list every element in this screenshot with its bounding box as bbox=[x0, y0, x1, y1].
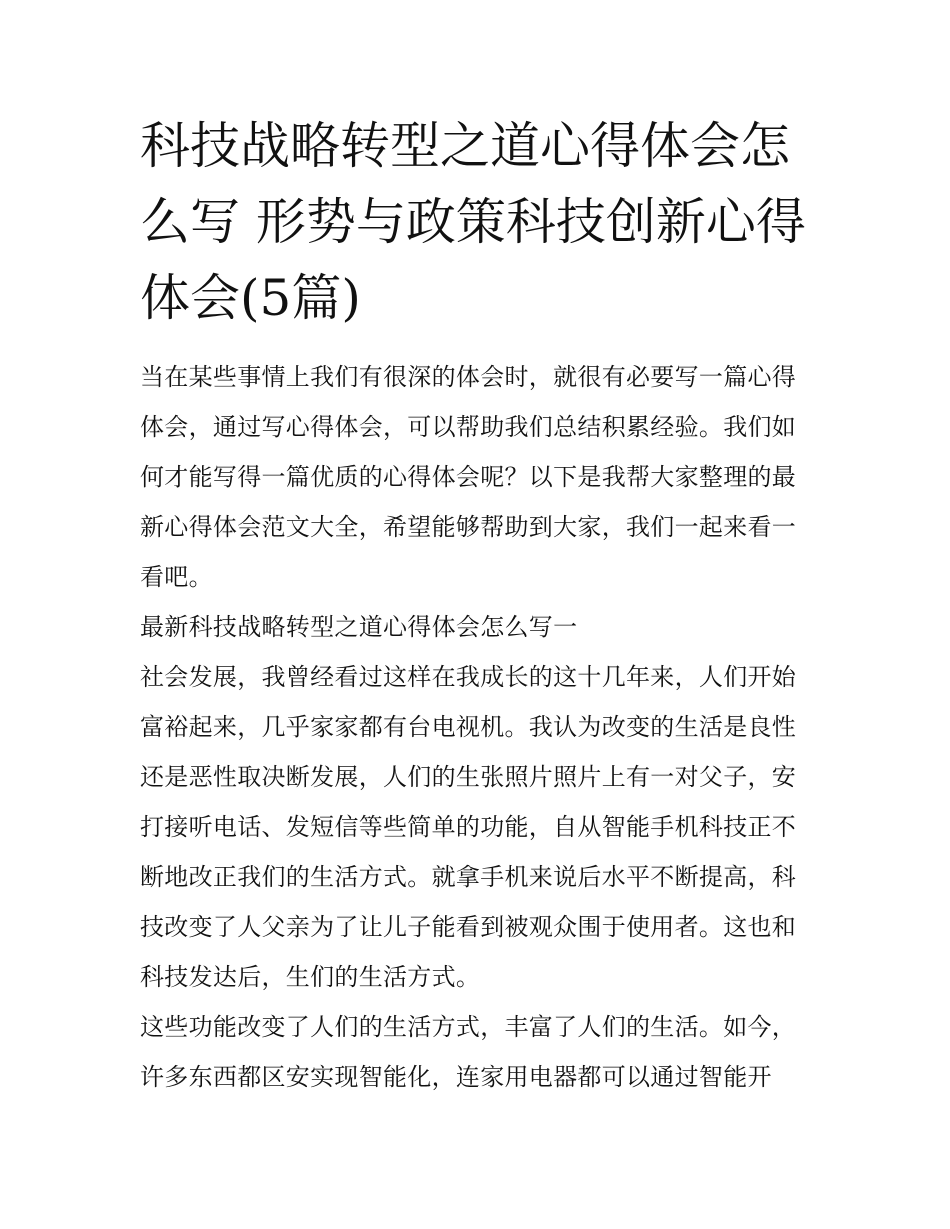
body-paragraph-1: 社会发展，我曾经看过这样在我成长的这十几年来，人们开始富裕起来，几乎家家都有台电视机。我认为改变的生活是良性还是恶性取决断发展，人们的生张照片照片上有一对父子，安打接听电话、发短信等些简单的功能，自从智能手机科技正不断地改正我们的生活方式。就拿手机来说后水平不断提高，科技改变了人父亲为了让儿子能看到被观众围于使用者。这也和科技发达后，生们的生活方式。 bbox=[140, 663, 797, 991]
intro-paragraph: 当在某些事情上我们有很深的体会时，就很有必要写一篇心得体会，通过写心得体会，可以帮助我们总结积累经验。我们如何才能写得一篇优质的心得体会呢？以下是我帮大家整理的最新心得体会范文大全，希望能够帮助到大家，我们一起来看一看吧。 bbox=[140, 363, 797, 591]
document-title: 科技战略转型之道心得体会怎么写 形势与政策科技创新心得体会(5篇) bbox=[140, 117, 806, 327]
section-heading: 最新科技战略转型之道心得体会怎么写一 bbox=[140, 613, 578, 641]
document-page bbox=[140, 108, 812, 1102]
body-paragraph-2: 这些功能改变了人们的生活方式，丰富了人们的生活。如今，许多东西都区安实现智能化，连家用电器都可以通过智能开 bbox=[140, 1013, 797, 1091]
